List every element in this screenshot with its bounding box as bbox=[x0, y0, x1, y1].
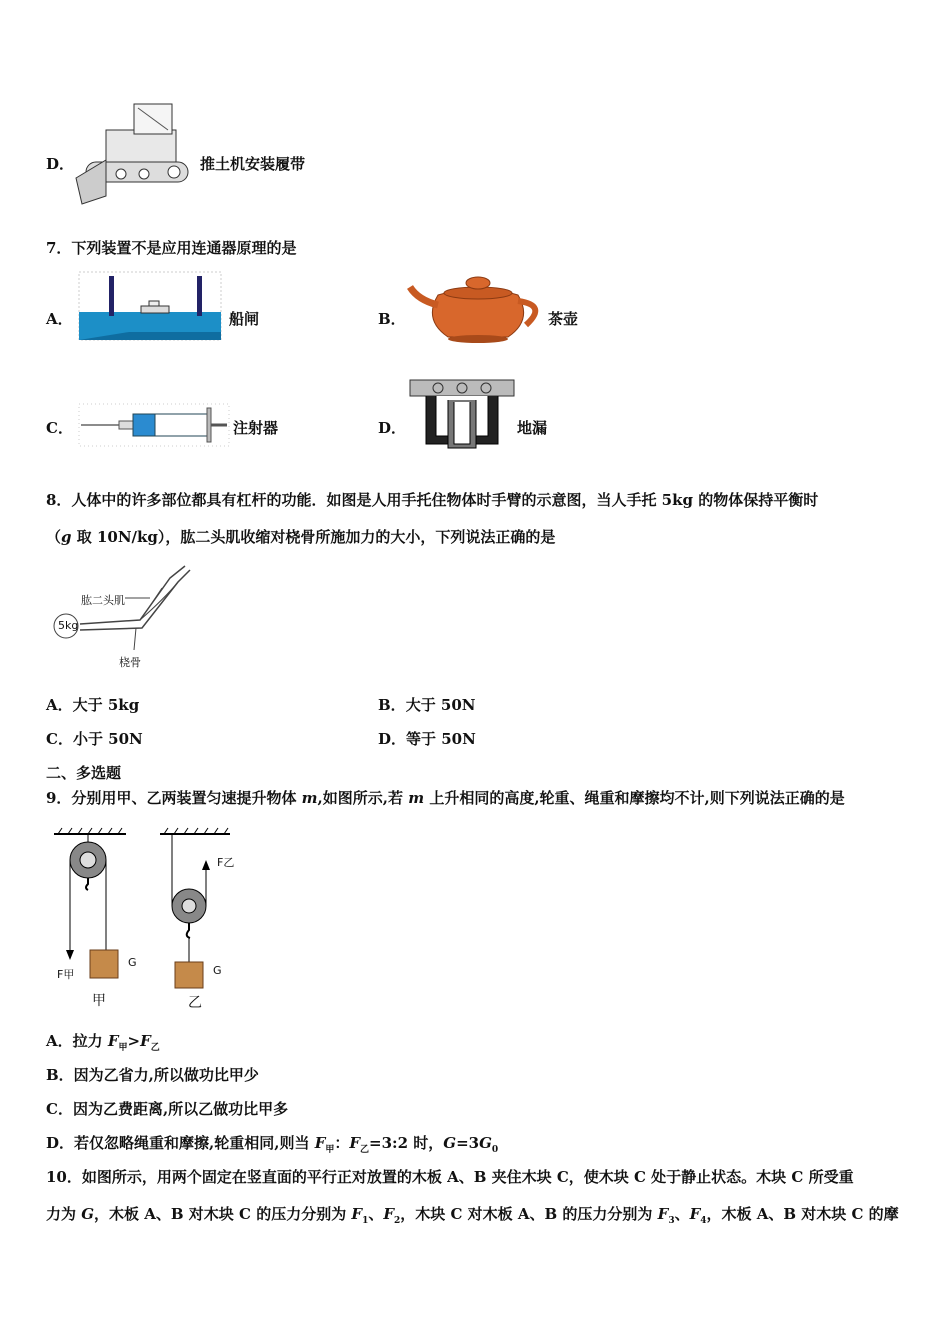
arm-muscle-label: 肱二头肌 bbox=[81, 594, 125, 607]
q8-stem-line1: 8．人体中的许多部位都具有杠杆的功能．如图是人用手托住物体时手臂的示意图，当人手托 5kg 的物体保持平衡时 bbox=[46, 491, 819, 509]
pulley-force-yi-label: F乙 bbox=[217, 856, 235, 869]
arm-bone-label: 桡骨 bbox=[119, 656, 141, 669]
ship-lock-image bbox=[79, 272, 221, 340]
q9-option-a: A．拉力 $F_甲>F_乙$ bbox=[46, 1032, 160, 1053]
q8-option-c: C．小于 50N bbox=[46, 730, 143, 748]
q7-option-d-letter: D． bbox=[378, 419, 407, 437]
q9-option-b: B．因为乙省力,所以做功比甲少 bbox=[46, 1066, 259, 1084]
pulley-label-yi: 乙 bbox=[188, 995, 202, 1011]
q10-stem-line1: 10．如图所示，用两个固定在竖直面的平行正对放置的木板 A、B 夹住木块 C，使木块 C 处于静止状态。木块 C 所受重 bbox=[46, 1168, 854, 1186]
floor-drain-image bbox=[408, 378, 516, 450]
pulley-label-jia: 甲 bbox=[92, 993, 106, 1009]
q7-option-b-label: 茶壶 bbox=[548, 310, 579, 328]
q9-option-d: D．若仅忽略绳重和摩擦,轮重相同,则当 $F_甲$：$F_乙=3:2$ 时，$G=3G_0$ bbox=[46, 1134, 499, 1155]
q9-option-c: C．因为乙费距离,所以乙做功比甲多 bbox=[46, 1100, 289, 1118]
q8-stem-line2: （g 取 10N/kg），肱二头肌收缩对桡骨所施加力的大小，下列说法正确的是 bbox=[46, 528, 556, 546]
arm-lever-diagram bbox=[50, 558, 200, 668]
q7-option-d-label: 地漏 bbox=[517, 419, 548, 437]
q6-option-d-text: 推土机安装履带 bbox=[200, 155, 306, 173]
section-heading: 二、多选题 bbox=[46, 764, 122, 782]
q7-option-b-letter: B． bbox=[378, 310, 406, 328]
q6-option-d-letter: D． bbox=[46, 155, 75, 173]
pulley-force-jia-label: F甲 bbox=[57, 968, 75, 981]
pulley-weight-label-yi: G bbox=[213, 964, 222, 977]
q9-stem: 9．分别用甲、乙两装置匀速提升物体 m,如图所示,若 m 上升相同的高度,轮重、绳重和摩擦均不计,则下列说法正确的是 bbox=[46, 789, 845, 807]
syringe-image bbox=[79, 404, 229, 446]
teapot-image bbox=[408, 265, 548, 345]
q7-stem: 7．下列装置不是应用连通器原理的是 bbox=[46, 239, 297, 257]
arm-weight-label: 5kg bbox=[58, 619, 79, 632]
q7-option-c-letter: C． bbox=[46, 419, 73, 437]
q10-stem-line2: 力为 G，木板 A、B 对木块 C 的压力分别为 $F_1$、$F_2$，木块 C 对木板 A、B 的压力分别为 $F_3$、$F_4$，木板 A、B 对木块 C 的摩 bbox=[46, 1205, 899, 1226]
q8-option-d: D．等于 50N bbox=[378, 730, 476, 748]
pulley-weight-label-jia: G bbox=[128, 956, 137, 969]
q8-option-a: A．大于 5kg bbox=[46, 696, 140, 714]
q7-option-c-label: 注射器 bbox=[233, 419, 279, 437]
q7-option-a-label: 船闸 bbox=[229, 310, 260, 328]
q7-option-a-letter: A． bbox=[46, 310, 73, 328]
bulldozer-image bbox=[76, 100, 200, 206]
q8-option-b: B．大于 50N bbox=[378, 696, 476, 714]
